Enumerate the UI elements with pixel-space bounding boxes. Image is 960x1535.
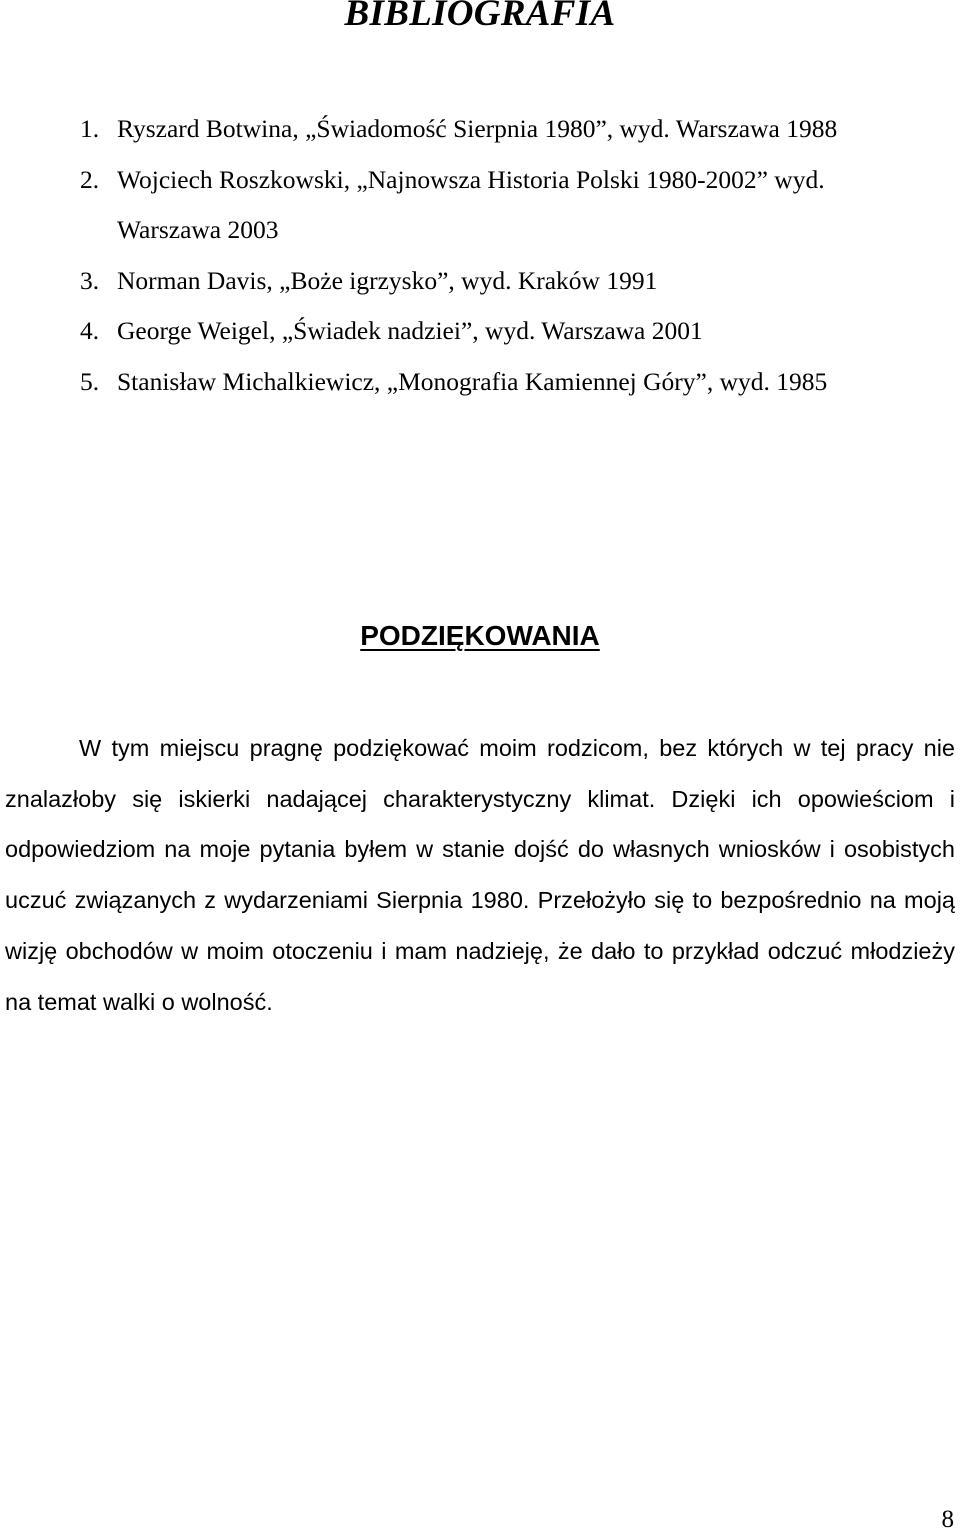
bibliography-item-text: Ryszard Botwina, „Świadomość Sierpnia 1980”, wyd. Warszawa 1988 bbox=[117, 114, 838, 143]
bibliography-item-text: George Weigel, „Świadek nadziei”, wyd. Warszawa 2001 bbox=[117, 316, 703, 345]
bibliography-list bbox=[80, 104, 950, 407]
bibliography-item-number: 3. bbox=[80, 265, 100, 295]
bibliography-item-number: 4. bbox=[80, 316, 100, 345]
bibliography-item bbox=[80, 357, 950, 408]
bibliography-item-text: Norman Davis, „Boże igrzysko”, wyd. Kraków 1991 bbox=[117, 265, 658, 295]
bibliography-item bbox=[80, 155, 950, 256]
bibliography-item bbox=[80, 256, 950, 307]
bibliography-item-text: Stanisław Michalkiewicz, „Monografia Kamiennej Góry”, wyd. 1985 bbox=[117, 366, 828, 396]
bibliography-item-number: 5. bbox=[80, 366, 100, 396]
bibliography-item bbox=[80, 104, 950, 155]
bibliography-item-number: 1. bbox=[80, 114, 100, 143]
acknowledgements-title-text: PODZIĘKOWANIA bbox=[360, 620, 600, 651]
bibliography-item-text: Wojciech Roszkowski, „Najnowsza Historia Polski 1980-2002” wyd. bbox=[117, 164, 825, 194]
bibliography-item-continuation: Warszawa 2003 bbox=[117, 215, 279, 244]
bibliography-item bbox=[80, 306, 950, 357]
page-number: 8 bbox=[941, 1506, 954, 1533]
acknowledgements-paragraph: W tym miejscu pragnę podziękować moim rodzicom, bez których w tej pracy nie znalazłoby się iskierki nadającej charakterystyczny klimat. Dzięki ich opowieściom i odpowiedziom na moje pytania byłem w stanie dojść do własnych wniosków i osobistych uczuć związanych z wydarzeniami Sierpnia 1980. Przełożyło się to bezpośrednio na moją wizję obchodów w moim otoczeniu i mam nadzieję, że dało to przykład odczuć młodzieży na temat walki o wolność. bbox=[5, 735, 955, 1015]
bibliography-title: BIBLIOGRAFIA bbox=[344, 0, 616, 34]
bibliography-item-number: 2. bbox=[80, 164, 100, 194]
acknowledgements-title bbox=[0, 614, 960, 658]
